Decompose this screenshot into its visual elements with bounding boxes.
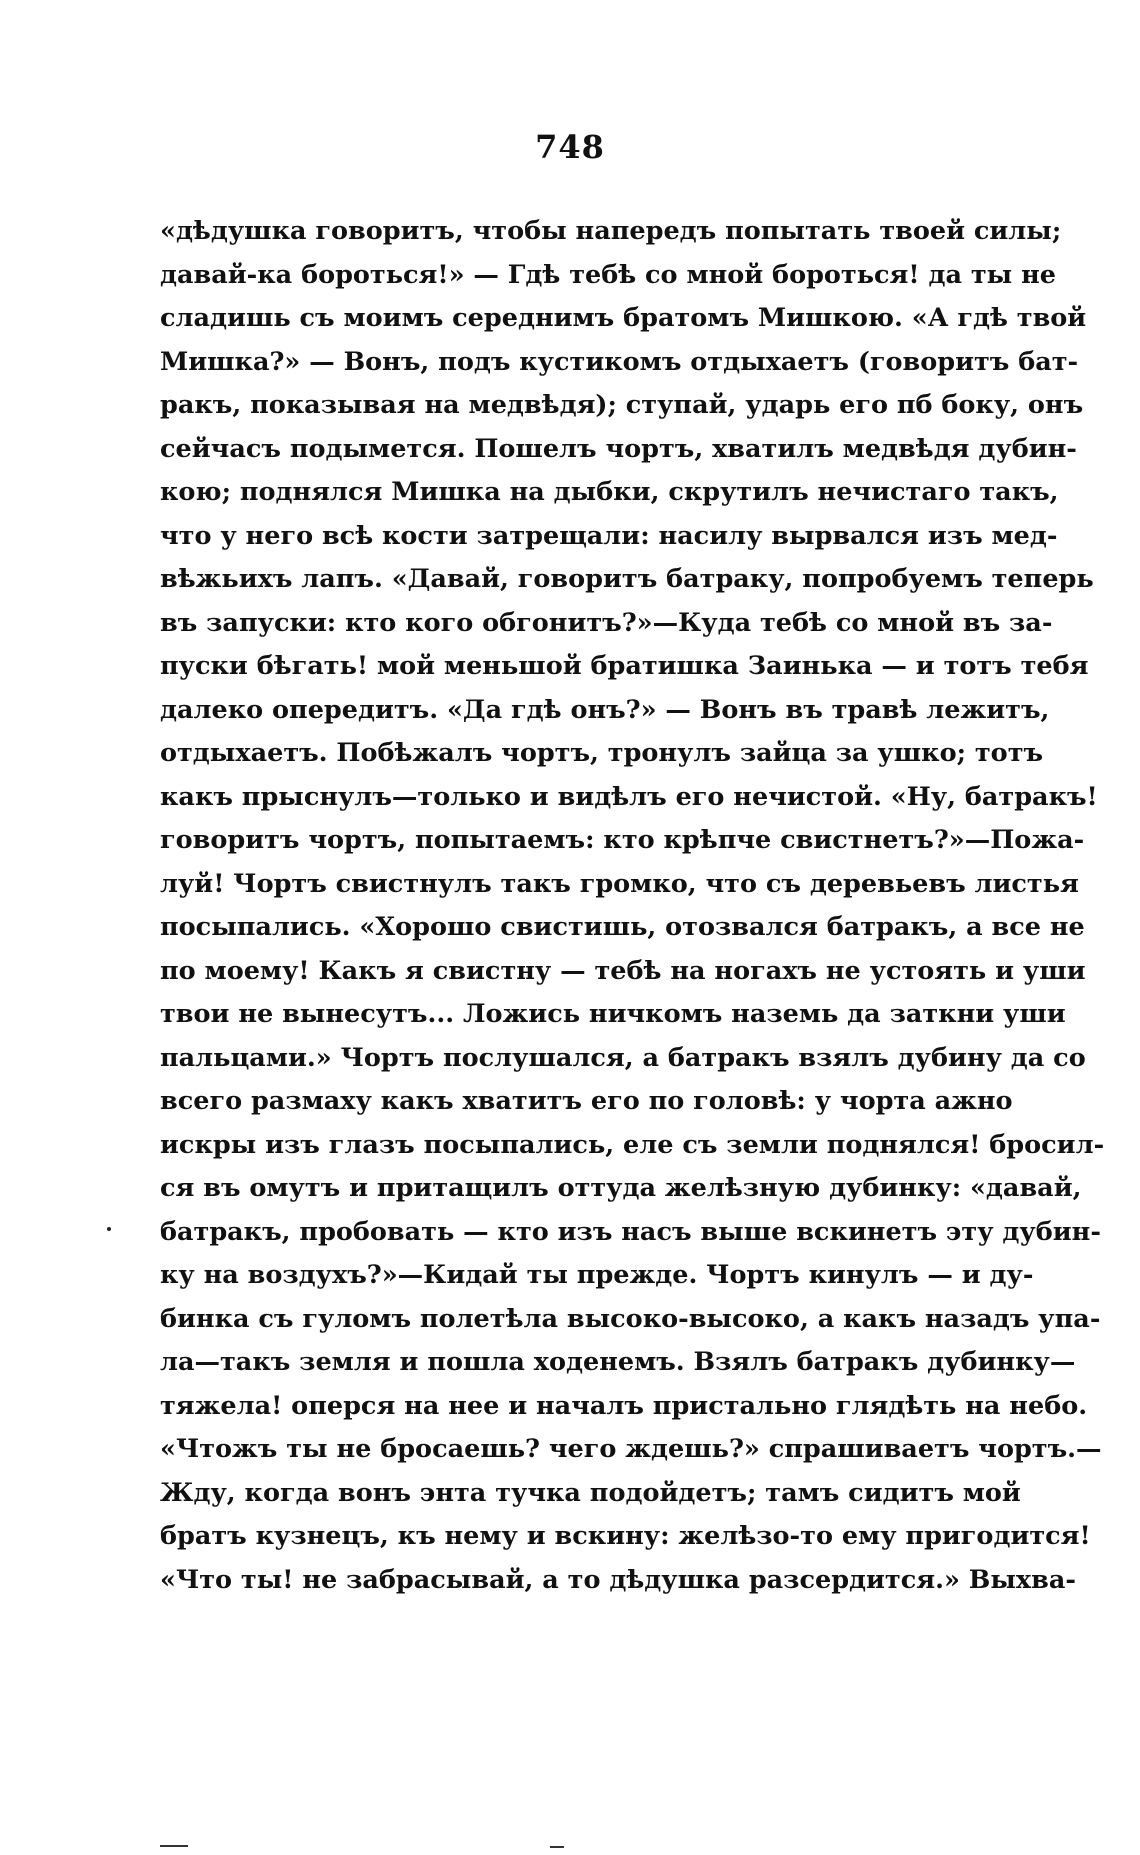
page-number: 748 xyxy=(535,128,605,166)
text-line: искры изъ глазъ посыпались, еле съ земли поднялся! бросил- xyxy=(160,1129,1105,1160)
text-line: что у него всѣ кости затрещали: насилу вырвался изъ мед- xyxy=(160,520,1058,551)
text-line: пальцами.» Чортъ послушался, а батракъ взялъ дубину да со xyxy=(160,1042,1086,1073)
scan-edge-mark xyxy=(550,1846,564,1848)
text-line: Мишка?» — Вонъ, подъ кустикомъ отдыхаетъ (говоритъ бат- xyxy=(160,346,1079,377)
text-line: ку на воздухъ?»—Кидай ты прежде. Чортъ кинулъ — и ду- xyxy=(160,1260,1034,1290)
text-line: тяжела! оперся на нее и началъ пристально глядѣть на небо. xyxy=(160,1390,1088,1421)
text-line: твои не вынесутъ... Ложись ничкомъ наземь да заткни уши xyxy=(160,999,1066,1029)
text-line: по моему! Какъ я свистну — тебѣ на ногахъ не устоять и уши xyxy=(160,955,1086,986)
text-line: далеко опередитъ. «Да гдѣ онъ?» — Вонъ въ травѣ лежитъ, xyxy=(160,694,1050,725)
text-line: въ запуски: кто кого обгонитъ?»—Куда тебѣ со мной въ за- xyxy=(160,607,1053,638)
text-line: кою; поднялся Мишка на дыбки, скрутилъ нечистаго такъ, xyxy=(160,477,1059,507)
text-line: «дѣдушка говоритъ, чтобы напередъ попытать твоей силы; xyxy=(160,216,1062,246)
text-line: ся въ омутъ и притащилъ оттуда желѣзную дубинку: «давай, xyxy=(160,1173,1082,1203)
text-line: сладишь съ моимъ середнимъ братомъ Мишкою. «А гдѣ твой xyxy=(160,303,1087,333)
text-line: ла—такъ земля и пошла ходенемъ. Взялъ батракъ дубинку— xyxy=(160,1347,1076,1377)
text-line: ракъ, показывая на медвѣдя); ступай, ударь его пб боку, онъ xyxy=(160,390,1084,420)
text-line: давай-ка бороться!» — Гдѣ тебѣ со мной бороться! да ты не xyxy=(160,259,1056,290)
text-line: какъ прыснулъ—только и видѣлъ его нечистой. «Ну, батракъ! xyxy=(160,781,1098,812)
text-line: всего размаху какъ хватитъ его по головѣ: у чорта ажно xyxy=(160,1086,1013,1116)
text-line: батракъ, пробовать — кто изъ насъ выше вскинетъ эту дубин- xyxy=(160,1216,1101,1247)
text-line: луй! Чортъ свистнулъ такъ громко, что съ деревьевъ листья xyxy=(160,868,1079,899)
text-line: братъ кузнецъ, къ нему и вскину: желѣзо-то ему пригодится! xyxy=(160,1521,1091,1551)
text-line: бинка съ гуломъ полетѣла высоко-высоко, а какъ назадъ упа- xyxy=(160,1303,1101,1334)
text-line: «Что ты! не забрасывай, а то дѣдушка разсердится.» Выхва- xyxy=(160,1564,1076,1595)
text-line: вѣжьихъ лапъ. «Давай, говоритъ батраку, попробуемъ теперь xyxy=(160,564,1094,594)
text-line: сейчасъ подымется. Пошелъ чортъ, хватилъ медвѣдя дубин- xyxy=(160,433,1077,464)
text-line: Жду, когда вонъ энта тучка подойдетъ; тамъ сидитъ мой xyxy=(160,1477,1021,1508)
text-line: «Чтожъ ты не бросаешь? чего ждешь?» спрашиваетъ чортъ.— xyxy=(160,1434,1102,1464)
text-line: отдыхаетъ. Побѣжалъ чортъ, тронулъ зайца за ушко; тотъ xyxy=(160,738,1044,768)
text-line: говоритъ чортъ, попытаемъ: кто крѣпче свистнетъ?»—Пожа- xyxy=(160,825,1085,855)
scan-speck xyxy=(107,1227,111,1231)
scan-edge-mark xyxy=(160,1845,188,1847)
text-line: посыпались. «Хорошо свистишь, отозвался батракъ, а все не xyxy=(160,912,1085,942)
text-body xyxy=(160,210,1105,1602)
text-line: пуски бѣгать! мой меньшой братишка Заинька — и тотъ тебя xyxy=(160,651,1089,681)
